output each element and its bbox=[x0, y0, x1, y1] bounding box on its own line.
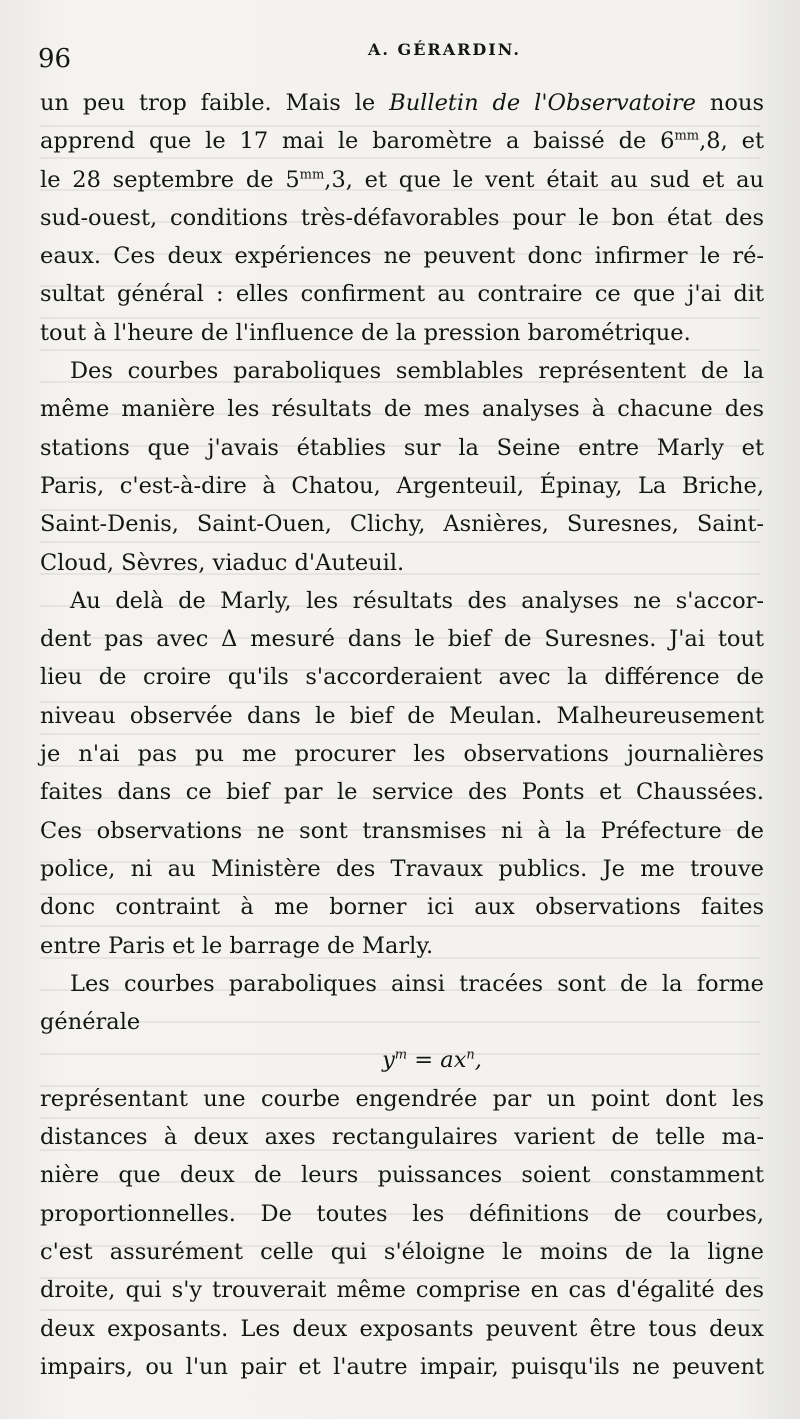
text-line bbox=[40, 161, 764, 199]
text-line: niveau observée dans le bief de Meulan. Malheureusement bbox=[40, 702, 764, 729]
text-line: sultat général : elles confirment au contraire ce que j'ai dit bbox=[40, 281, 764, 308]
text-line: générale bbox=[40, 1009, 141, 1036]
text-line: Les courbes paraboliques ainsi tracées sont de la forme bbox=[70, 970, 764, 997]
paragraph bbox=[40, 352, 764, 582]
text-line: Saint-Denis, Saint-Ouen, Clichy, Asnières, Suresnes, Saint- bbox=[40, 511, 764, 538]
text-span: ,3, et que le vent était au sud et au bbox=[324, 166, 764, 193]
text-line: Cloud, Sèvres, viaduc d'Auteuil. bbox=[40, 549, 405, 576]
formula-exponent: m bbox=[394, 1047, 408, 1063]
text-line: dent pas avec Δ mesuré dans le bief de Suresnes. J'ai tout bbox=[40, 626, 764, 653]
paragraph bbox=[40, 582, 764, 965]
text-line: nière que deux de leurs puissances soient constamment bbox=[40, 1162, 764, 1189]
text-line: Paris, c'est-à-dire à Chatou, Argenteuil, Épinay, La Briche, bbox=[40, 472, 764, 499]
text-line bbox=[40, 84, 764, 122]
text-line: lieu de croire qu'ils s'accorderaient avec la différence de bbox=[40, 664, 764, 691]
text-line: impairs, ou l'un pair et l'autre impair, puisqu'ils ne peuvent bbox=[40, 1353, 764, 1380]
text-line: police, ni au Ministère des Travaux publics. Je me trouve bbox=[40, 855, 764, 882]
superscript: mm bbox=[299, 167, 325, 183]
paragraph bbox=[40, 1080, 764, 1386]
text-line: c'est assurément celle qui s'éloigne le moins de la ligne bbox=[40, 1238, 764, 1265]
text-span: le 28 septembre de 5 bbox=[40, 166, 300, 193]
formula-part: y bbox=[382, 1047, 395, 1074]
paragraph bbox=[40, 84, 764, 352]
text-line bbox=[40, 122, 764, 160]
text-line: Ces observations ne sont transmises ni à la Préfecture de bbox=[40, 817, 764, 844]
formula-part: = ax bbox=[407, 1047, 467, 1074]
superscript: mm bbox=[674, 128, 700, 144]
formula-part: , bbox=[474, 1047, 482, 1074]
text-line: droite, qui s'y trouverait même comprise en cas d'égalité des bbox=[40, 1277, 764, 1304]
text-span: un peu trop faible. Mais le bbox=[40, 90, 390, 116]
text-span: apprend que le 17 mai le baromètre a baissé de 6 bbox=[40, 128, 675, 155]
text-line: représentant une courbe engendrée par un point dont les bbox=[40, 1085, 764, 1112]
running-head: A. GÉRARDIN. bbox=[368, 40, 521, 59]
italic-title: Bulletin de l'Observatoire bbox=[389, 90, 696, 116]
text-line: même manière les résultats de mes analyses à chacune des bbox=[40, 396, 764, 423]
text-line: je n'ai pas pu me procurer les observations journalières bbox=[40, 741, 764, 768]
text-line: sud-ouest, conditions très-défavorables pour le bon état des bbox=[40, 204, 764, 231]
page-number: 96 bbox=[38, 44, 72, 74]
text-line: Des courbes paraboliques semblables représentent de la bbox=[70, 358, 764, 385]
text-span: ,8, et bbox=[699, 128, 764, 155]
text-line: eaux. Ces deux expériences ne peuvent donc infirmer le ré- bbox=[40, 243, 764, 270]
text-line: deux exposants. Les deux exposants peuvent être tous deux bbox=[40, 1315, 764, 1342]
text-line: stations que j'avais établies sur la Seine entre Marly et bbox=[40, 434, 764, 461]
text-line: donc contraint à me borner ici aux observations faites bbox=[40, 894, 764, 921]
text-span: nous bbox=[696, 90, 764, 116]
text-line: proportionnelles. De toutes les définitions de courbes, bbox=[40, 1200, 764, 1227]
text-line: distances à deux axes rectangulaires varient de telle ma- bbox=[40, 1124, 764, 1151]
text-line: Au delà de Marly, les résultats des analyses ne s'accor- bbox=[70, 587, 764, 614]
body-text bbox=[40, 84, 764, 1386]
text-line: tout à l'heure de l'influence de la pression barométrique. bbox=[40, 319, 691, 346]
text-line: faites dans ce bief par le service des Ponts et Chaussées. bbox=[40, 779, 764, 806]
formula bbox=[220, 1041, 644, 1079]
formula-exponent: n bbox=[466, 1047, 475, 1063]
paragraph bbox=[40, 965, 764, 1080]
text-line: entre Paris et le barrage de Marly. bbox=[40, 932, 434, 959]
page-header bbox=[38, 40, 760, 80]
